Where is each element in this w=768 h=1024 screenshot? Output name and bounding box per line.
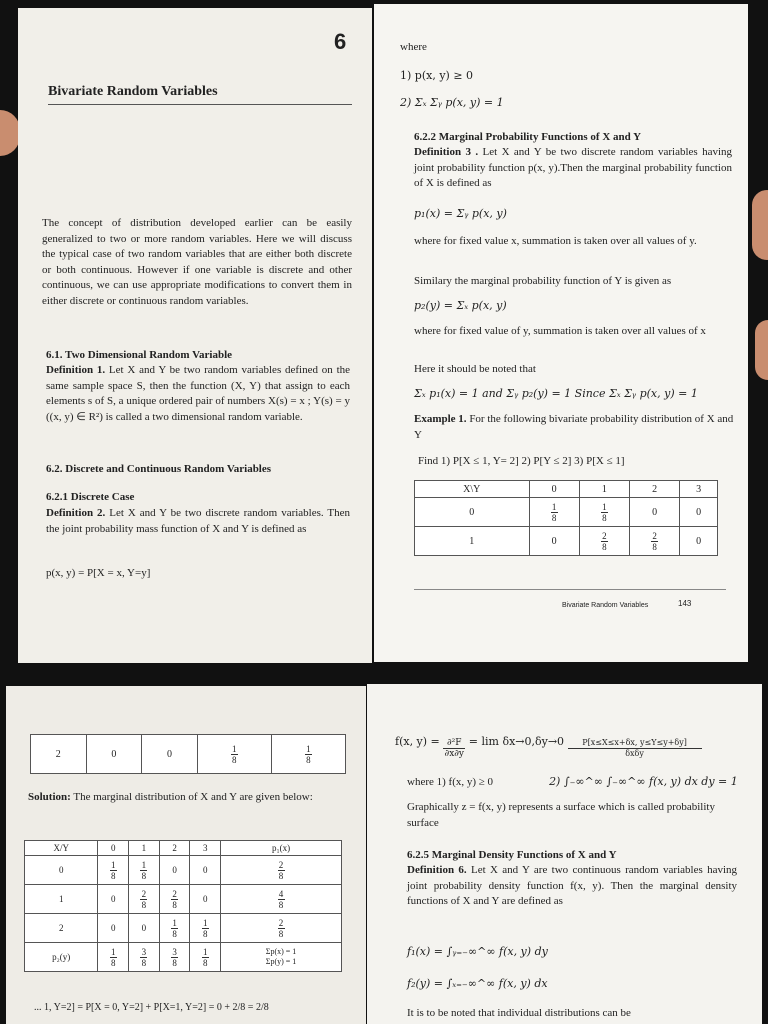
table-header-cell: X\Y <box>415 481 530 498</box>
footer-rule <box>414 589 726 590</box>
solution-text: Solution: The marginal distribution of X and Y are given below: <box>28 791 313 803</box>
title-rule <box>48 104 352 105</box>
joint-density-definition: f(x, y) = $\frac{\text{∂²F}}{\partial x\partial y}$ = lim δx→0,δy→0 $\frac{P[x\le X\le x+\delta x, y\le Y\le y+\delta y]}{\text{δxδy}}$ <box>395 734 702 759</box>
density-conditions: where 1) f(x, y) ≥ 0 2) ∫₋∞^∞ ∫₋∞^∞ f(x, y) dx dy = 1 <box>407 775 738 788</box>
page-right-bottom <box>367 684 762 1024</box>
cut-off-line: It is to be noted that individual distributions can be <box>407 1007 631 1019</box>
cut-off-line: ... 1, Y=2] = P[X = 0, Y=2] + P[X=1, Y=2] = 0 + 2/8 = 2/8 <box>34 1002 269 1013</box>
table-header-cell: 0 <box>529 481 579 498</box>
page-left-top <box>18 8 372 663</box>
table-header-cell: 3 <box>680 481 718 498</box>
marginal-fy-formula: f₂(y) = ∫ₓ₌₋∞^∞ f(x, y) dx <box>407 977 548 990</box>
finger-shadow <box>752 190 768 260</box>
definition-1: Definition 1. Let X and Y be two random variables defined on the same sample space S, then the function (X, Y) that assign to each elements s of S, a unique ordered pair of numbers X(s) = x ; Y(s) = y ((x, y) ∈ R²) is called a two dimensional random variable. <box>46 364 351 423</box>
table-row: 1 0 $\frac{2}{8}$ $\frac{2}{8}$ 0 <box>415 527 718 556</box>
section-6-2-heading: 6.2. Discrete and Continuous Random Variables <box>46 463 272 475</box>
pmf-formula: p(x, y) = P[X = x, Y=y] <box>46 567 151 579</box>
page-number: 143 <box>678 599 692 608</box>
fixed-y-note: where for fixed value of y, summation is taken over all values of x <box>414 325 706 337</box>
marginal-y-intro: Similary the marginal probability function of Y is given as <box>414 275 672 287</box>
example-1: Example 1. For the following bivariate probability distribution of X and Y <box>414 413 734 441</box>
definition-6: Definition 6. Let X and Y are two continuous random variables having joint probability density function f(x, y). Then the marginal density functions of X and Y are defined as <box>407 864 738 907</box>
table-row: 2 0 0 $\frac{1}{8}$ $\frac{1}{8}$ $\frac{2}{8}$ <box>25 914 342 943</box>
finger-shadow <box>0 110 20 156</box>
chapter-title: Bivariate Random Variables <box>48 84 218 99</box>
table-header-cell: 2 <box>630 481 680 498</box>
continued-table-row <box>30 734 346 774</box>
section-6-1-heading: 6.1. Two Dimensional Random Variable <box>46 349 233 361</box>
section-6-2-5: 6.2.5 Marginal Density Functions of X and Y <box>407 849 617 861</box>
section-6-2-1-heading: 6.2.1 Discrete Case <box>46 491 135 503</box>
table-row: 2 0 0 $\frac{1}{8}$ $\frac{1}{8}$ <box>31 735 346 774</box>
finger-shadow <box>755 320 768 380</box>
marginal-table: X/Y 0 1 2 3 p₁(x) 0 $\frac{1}{8}$ $\frac{1}{8}$ 0 0 $\frac{2}{8}$ 1 0 $\frac{2}{8}$ $\frac{2}{8}$ 0 $\frac{4}{8}$ 2 0 0 $\frac{1}{8}$ $\frac{1}{8}$ $\frac{2}{8}$ p₂(y) $\frac{1}{8}$ $\frac{3}{8}$ $\frac{3}{8}$ $\frac{1}{8}$ Σp(x) = 1 Σp(y) = 1 <box>24 840 342 972</box>
surface-note: Graphically z = f(x, y) represents a surface which is called probability surface <box>407 801 715 829</box>
definition-3: Definition 3 . Let X and Y be two discrete random variables having joint probability function p(x, y).Then the marginal probability function of X is defined as <box>414 146 733 189</box>
table-row: 0 $\frac{1}{8}$ $\frac{1}{8}$ 0 0 <box>415 498 718 527</box>
sum-identity: Σₓ p₁(x) = 1 and Σᵧ p₂(y) = 1 Since Σₓ Σᵧ p(x, y) = 1 <box>414 387 698 400</box>
marginal-y-formula: p₂(y) = Σₓ p(x, y) <box>414 299 507 312</box>
note-text: Here it should be noted that <box>414 363 536 375</box>
where-text: where <box>400 41 427 53</box>
intro-paragraph: The concept of distribution developed earlier can be easily generalized to two or more random variables. Here we will discuss the typical case of two random variables that are either both discrete or both continuous. However if one variable is discrete and other continuous, we can use appropriate modifications to convert them in either discrete or continuous random variables. <box>42 217 352 307</box>
condition-2: 2) Σₓ Σᵧ p(x, y) = 1 <box>400 96 504 109</box>
marginal-fx-formula: f₁(x) = ∫ᵧ₌₋∞^∞ f(x, y) dy <box>407 945 548 958</box>
page-right-top <box>374 4 748 662</box>
definition-2: Definition 2. Let X and Y be two discrete random variables. Then the joint probability mass function of X and Y is defined as <box>46 507 351 535</box>
condition-1: 1) p(x, y) ≥ 0 <box>400 69 474 82</box>
example-questions: Find 1) P[X ≤ 1, Y= 2] 2) P[Y ≤ 2] 3) P[X ≤ 1] <box>418 455 625 467</box>
running-footer: Bivariate Random Variables <box>562 602 649 609</box>
table-row: 1 0 $\frac{2}{8}$ $\frac{2}{8}$ 0 $\frac{4}{8}$ <box>25 885 342 914</box>
marginal-x-formula: p₁(x) = Σᵧ p(x, y) <box>414 207 507 220</box>
joint-distribution-table <box>414 480 718 556</box>
page-left-bottom <box>6 686 366 1024</box>
table-row: p₂(y) $\frac{1}{8}$ $\frac{3}{8}$ $\frac{3}{8}$ $\frac{1}{8}$ Σp(x) = 1 Σp(y) = 1 <box>25 943 342 972</box>
table-row: 0 $\frac{1}{8}$ $\frac{1}{8}$ 0 0 $\frac{2}{8}$ <box>25 856 342 885</box>
table-header-cell: 1 <box>579 481 629 498</box>
section-6-2-2: 6.2.2 Marginal Probability Functions of X and Y <box>414 131 642 143</box>
chapter-number: 6 <box>334 29 347 54</box>
fixed-x-note: where for fixed value x, summation is taken over all values of y. <box>414 235 697 247</box>
